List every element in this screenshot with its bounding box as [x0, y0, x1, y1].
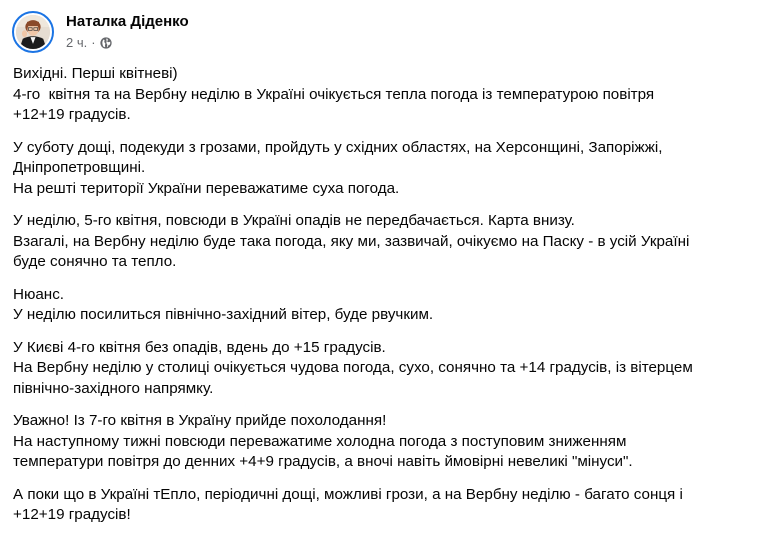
meta-separator: ·: [91, 35, 96, 50]
text-line: +12+19 градусів.: [13, 106, 131, 123]
text-line: У суботу дощі, подекуди з грозами, пройдуть у східних областях, на Херсонщині, Запоріжжі,: [13, 138, 663, 156]
paragraph: [13, 411, 765, 473]
text-line: Нюанс.: [13, 285, 65, 303]
text-line: північно-західного напрямку.: [13, 379, 214, 397]
text-line: На наступному тижні повсюди переважатиме холодна погода з поступовим зниженням: [13, 432, 627, 450]
text-line: +12+19 градусів!: [13, 506, 131, 523]
header-text: [66, 12, 189, 52]
text-line: У неділю, 5-го квітня, повсюди в Україні опадів не передбачається. Карта внизу.: [13, 212, 575, 229]
post-header: [12, 11, 189, 53]
avatar-image: [16, 15, 50, 49]
paragraph: [13, 338, 765, 400]
post-text: [13, 64, 765, 538]
text-line: А поки що в Україні тЕпло, періодичні дощі, можливі грози, а на Вербну неділю - багато сонця і: [13, 485, 683, 503]
author-name-link[interactable]: Наталка Діденко: [66, 13, 189, 30]
paragraph: [13, 485, 765, 526]
avatar[interactable]: [12, 11, 54, 53]
paragraph: [13, 285, 765, 326]
text-line: У неділю посилиться північно-західний вітер, буде рвучким.: [13, 306, 434, 323]
post-meta: [66, 34, 189, 52]
text-line: Вихідні. Перші квітневі): [13, 65, 178, 82]
paragraph: [13, 211, 765, 273]
paragraph: [13, 138, 765, 200]
profile-photo-icon: [16, 15, 50, 49]
text-line: Уважно! Із 7-го квітня в Україну прийде похолодання!: [13, 412, 387, 429]
paragraph: [13, 64, 765, 126]
text-line: Взагалі, на Вербну неділю буде така погода, яку ми, зазвичай, очікуємо на Паску - в усій Україні: [13, 232, 690, 250]
text-line: буде сонячно та тепло.: [13, 253, 177, 270]
text-line: На Вербну неділю у столиці очікується чудова погода, сухо, сонячно та +14 градусів, із вітерцем: [13, 359, 693, 376]
timestamp-link[interactable]: 2 ч.: [66, 35, 88, 50]
text-line: 4-го квітня та на Вербну неділю в Україні очікується тепла погода із температурою повітря: [13, 85, 655, 103]
text-line: Дніпропетровщині.: [13, 159, 146, 176]
text-line: На решті території України переважатиме суха погода.: [13, 179, 400, 197]
text-line: температури повітря до денних +4+9 градусів, а вночі навіть ймовірні невеликі "мінуси".: [13, 453, 633, 470]
text-line: У Києві 4-го квітня без опадів, вдень до +15 градусів.: [13, 338, 386, 356]
globe-icon[interactable]: [100, 37, 112, 49]
